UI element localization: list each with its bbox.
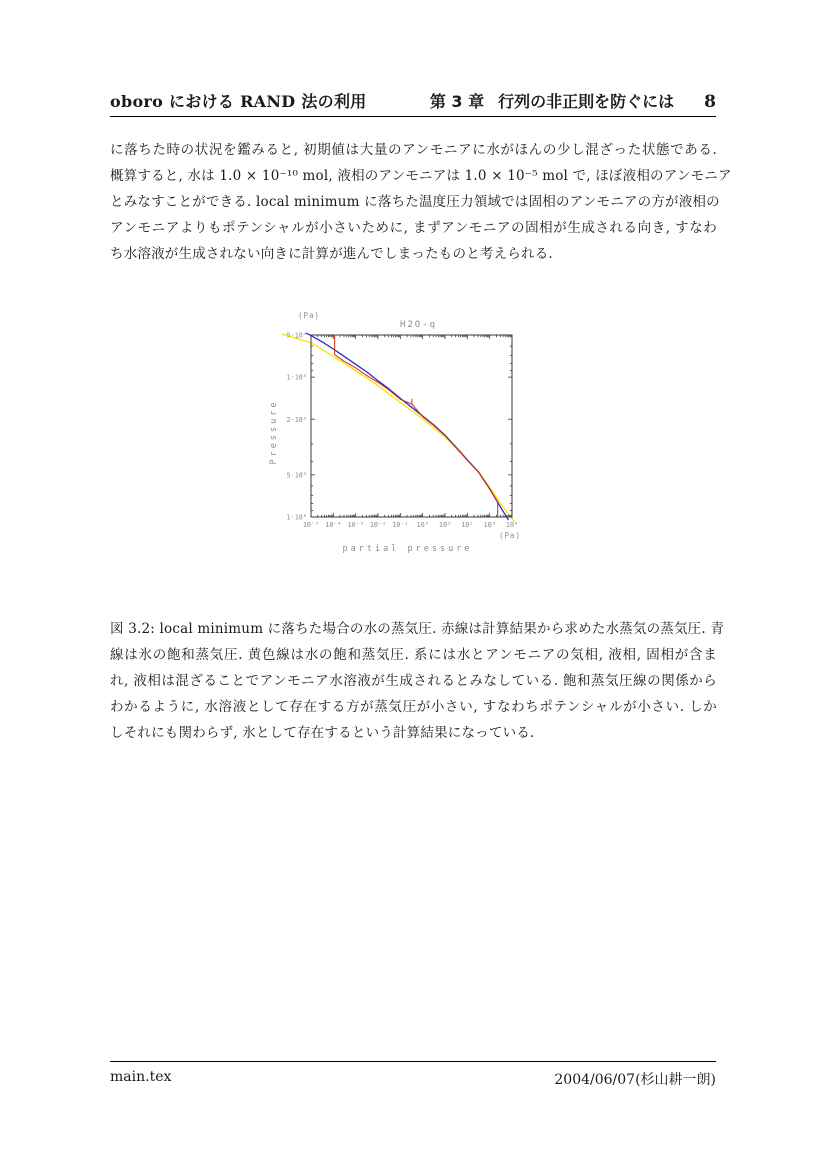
x-tick-label: 10⁻³ [347,521,364,529]
y-tick-label: 1·10⁶ [286,513,307,522]
body-line: とみなすことができる. local minimum に落ちた温度圧力領域では固相のアンモニアの方が液相の [110,194,720,210]
y-tick-label: 2·10⁵ [286,415,307,424]
x-tick-label: 10⁻⁵ [302,521,320,529]
caption-line: れ, 液相は混ざることでアンモニア水溶液が生成されるとみなしている. 飽和蒸気圧線の関係から [110,673,717,689]
header-section-title: 行列の非正則を防ぐには [498,92,675,111]
caption-line: わかるように, 水溶液として存在する方が蒸気圧が小さい, すなわちポテンシャルが小さい. しか [110,699,717,715]
caption-line: 図 3.2: local minimum に落ちた場合の水の蒸気圧. 赤線は計算結果から求めた水蒸気の蒸気圧. 青 [110,621,725,637]
y-tick-label: 5·10⁴ [286,331,307,340]
computed-h2o-vapor-pressure-red-line [335,336,498,517]
footer-date-author: 2004/06/07(杉山耕一朗) [554,1072,716,1088]
water-saturation-vapor-pressure-yellow-line [282,331,515,522]
x-tick-label: 10³ [483,521,496,529]
y-tick-label: 1·10⁵ [286,373,307,382]
x-axis-label: partial pressure [342,544,473,554]
footer-filename: main.tex [110,1069,172,1085]
caption-line: しそれにも関わらず, 氷として存在するという計算結果になっている. [110,725,535,741]
body-line: 概算すると, 水は 1.0 × 10⁻¹⁰ mol, 液相のアンモニアは 1.0 × 10⁻⁵ mol で, ほぼ液相のアンモニア [110,168,732,184]
figure-caption [110,616,725,746]
page-footer [110,1061,716,1089]
page-header [110,90,716,117]
caption-line: 線は氷の飽和蒸気圧. 黄色線は水の飽和蒸気圧. 系には水とアンモニアの気相, 液相, 固相が含ま [110,647,717,663]
x-axis-unit: (Pa) [498,531,522,540]
plot-title: H2O-q [399,320,438,330]
body-line: に落ちた時の状況を鑑みると, 初期値は大量のアンモニアに水がほんの少し混ざった状態である. [110,142,717,158]
x-tick-label: 10⁻⁴ [325,521,342,529]
y-tick-label: 5·10⁵ [286,471,307,480]
body-paragraph [110,137,732,267]
y-axis-label: Pressure [269,399,279,465]
plot-frame [311,335,512,517]
body-line: ち水溶液が生成されない向きに計算が進んでしまったものと考えられる. [110,246,553,262]
header-left-title: oboro における RAND 法の利用 [110,92,367,111]
header-right [430,89,716,112]
header-page-number: 8 [704,92,716,112]
vapor-pressure-plot [256,304,552,566]
x-tick-label: 10⁴ [505,521,519,529]
x-tick-label: 10⁰ [416,521,429,529]
body-line: アンモニアよりもポテンシャルが小さいために, まずアンモニアの固相が生成される向き, すなわ [110,220,717,236]
y-axis-unit: (Pa) [297,311,320,320]
x-tick-label: 10¹ [438,521,452,529]
ice-saturation-vapor-pressure-blue-line [306,333,509,520]
header-chapter: 第 3 章 [429,92,485,111]
x-tick-label: 10⁻¹ [392,521,409,529]
x-tick-label: 10² [461,521,474,529]
x-tick-label: 10⁻² [369,521,387,529]
